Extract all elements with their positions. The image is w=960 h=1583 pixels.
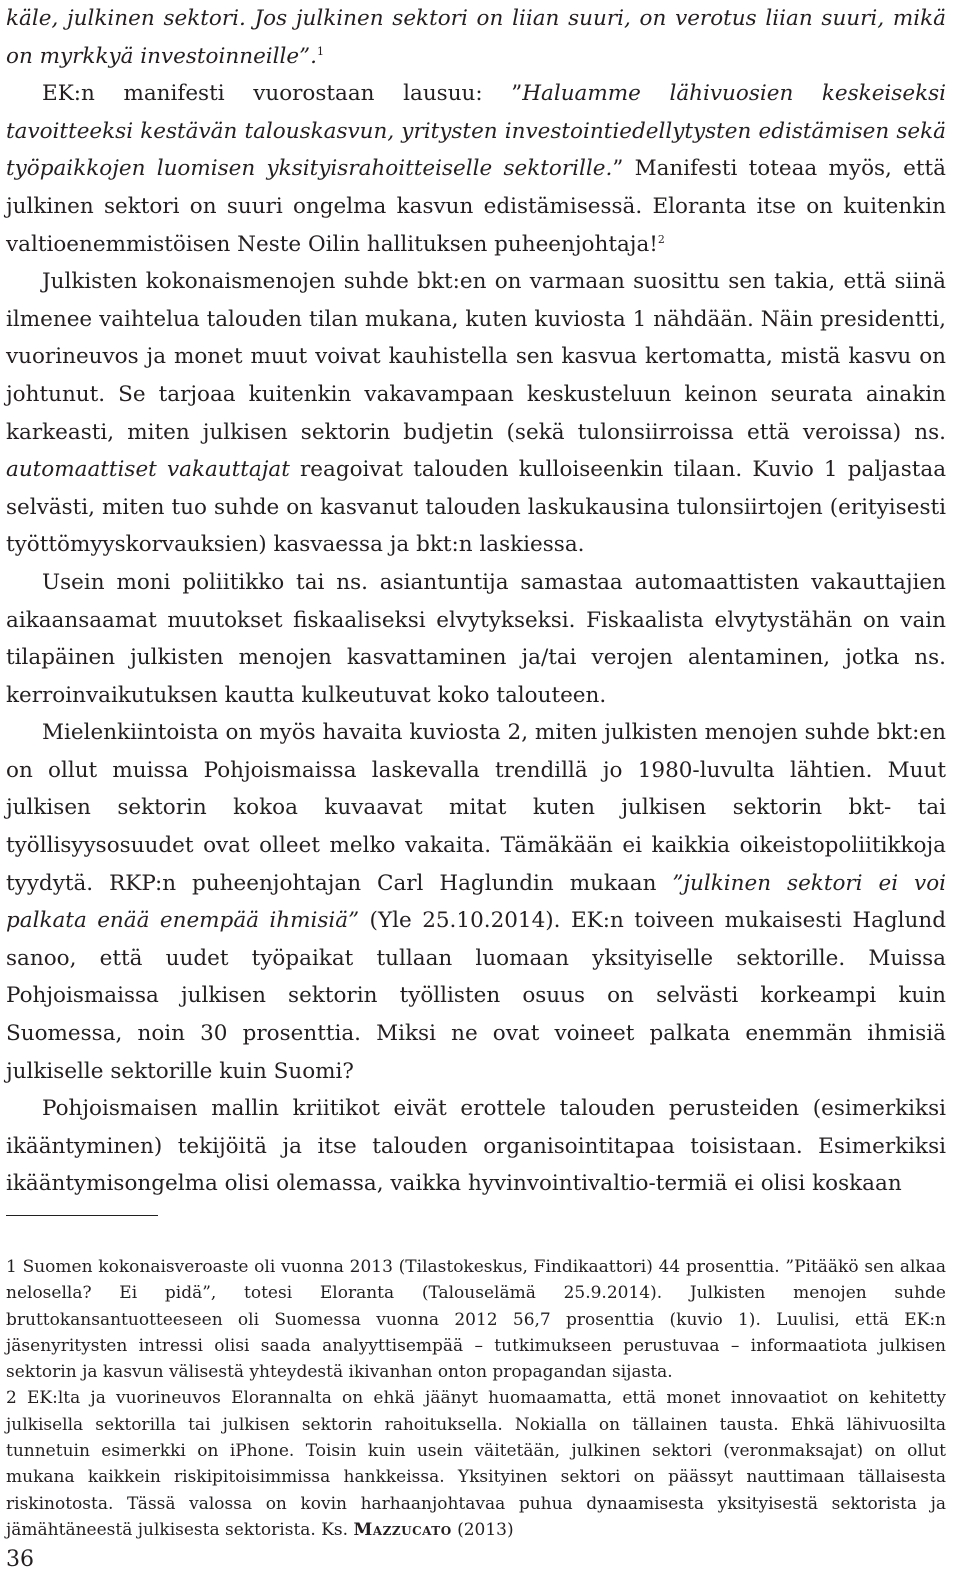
footnotes <box>6 1254 946 1543</box>
footnote-ref-1[interactable]: 1 <box>316 44 324 58</box>
manifesto-quote: Haluamme lähivuosien keskeiseksi tavoitteeksi kestävän talouskasvun, yritysten investointiedellytysten edistämisen sekä työpaikkojen luomisen yksityisrahoitteiselle sektorille. <box>6 81 947 182</box>
citation-author: Mazzucato <box>353 1519 452 1540</box>
quote-italic: käle, julkinen sektori. Jos julkinen sektori on liian suuri, on verotus liian suuri, mikä on myrkkyä investoinneille”. <box>6 6 946 69</box>
footnote-1: 1 Suomen kokonaisveroaste oli vuonna 2013 (Tilastokeskus, Findikaattori) 44 prosenttia. ”Pitääkö sen alkaa nelosella? Ei pidä”, totesi Eloranta (Talouselämä 25.9.2014). Julkisten menojen suhde bruttokansantuotteeseen oli Suomessa vuonna 2012 56,7 prosenttia (kuvio 1). Luulisi, että EK:n jäsenyritysten intressi olisi saada analyyttisempää – tutkimukseen perustuvaa – informaatiota julkisen sektorin ja kasvun välisestä yhteydestä ikivanhan onton propagandan sijasta. <box>6 1257 946 1383</box>
footnote-divider <box>6 1215 158 1216</box>
page-number: 36 <box>6 1547 34 1572</box>
haglund-quote: ”julkinen sektori ei voi palkata enää enempää ihmisiä” <box>6 870 947 934</box>
paragraph-5: Mielenkiintoista on myös havaita kuviosta 2, miten julkisten menojen suhde bkt:en on ollut muissa Pohjoismaissa laskevalla trendillä jo 1980-luvulta lähtien. Muut julkisen sektorin kokoa kuvaavat mitat kuten julkisen sektorin bkt- tai työllisyysosuudet ovat olleet melko vakaita. Tämäkään ei kaikkia oikeistopoliitikkoja tyydytä. RKP:n puheenjohtajan Carl Haglundin mukaan ”julkinen sektori ei voi palkata enää enempää ihmisiä” (Yle 25.10.2014). EK:n toiveen mukaisesti Haglund sanoo, että uudet työpaikat tullaan luomaan yksityiselle sektorille. Muissa Pohjoismaissa julkisen sektorin työllisten osuus on selvästi korkeampi kuin Suomessa, noin 30 prosenttia. Miksi ne ovat voineet palkata enemmän ihmisiä julkiselle sektorille kuin Suomi? <box>6 720 947 1084</box>
paragraph-2: EK:n manifesti vuorostaan lausuu: ”Haluamme lähivuosien keskeiseksi tavoitteeksi kestävän talouskasvun, yritysten investointiedellytysten edistämisen sekä työpaikkojen luomisen yksityisrahoitteiselle sektorille.” Manifesti toteaa myös, että julkinen sektori on suuri ongelma kasvun edistämisessä. Eloranta itse on kuitenkin valtioenemmistöisen Neste Oilin hallituksen puheenjohtaja!$^2$ <box>6 81 947 257</box>
paragraph-6: Pohjoismaisen mallin kriitikot eivät erottele talouden perusteiden (esimerkiksi ikääntyminen) tekijöitä ja itse talouden organisointitapaa toisistaan. Esimerkiksi ikääntymisongelma olisi olemassa, vaikka hyvinvointivaltio-termiä ei olisi koskaan <box>6 1096 946 1197</box>
footnote-ref-2[interactable]: 2 <box>657 232 665 246</box>
main-text <box>6 0 946 1203</box>
paragraph-1 <box>6 0 946 75</box>
paragraph-3: Julkisten kokonaismenojen suhde bkt:en on varmaan suosittu sen takia, että siinä ilmenee vaihtelua talouden tilan mukana, kuten kuviosta 1 nähdään. Näin presidentti, vuorineuvos ja monet muut voivat kauhistella sen kasvua kertomatta, mistä kasvu on johtunut. Se tarjoaa kuitenkin vakavampaan keskusteluun keinon seurata ainakin karkeasti, miten julkisen sektorin budjetin (sekä tulonsiirroissa että veroissa) ns. automaattiset vakauttajat reagoivat talouden kulloiseenkin tilaan. Kuvio 1 paljastaa selvästi, miten tuo suhde on kasvanut talouden laskukausina tulonsiirtojen (erityisesti työttömyyskorvauksien) kasvaessa ja bkt:n laskiessa. <box>6 269 947 558</box>
footnote-2: 2 EK:lta ja vuorineuvos Elorannalta on ehkä jäänyt huomaamatta, että monet innovaatiot on kehitetty julkisella sektorilla tai julkisen sektorin rahoituksella. Nokialla on tällainen tausta. Ehkä lähivuosilta tunnetuin esimerkki on iPhone. Toisin kuin usein väitetään, julkinen sektori (veronmaksajat) on ollut mukana kaikkein riskipitoisimmissa hankkeissa. Yksityinen sektori on päässyt nauttimaan tällaisesta riskinotosta. Tässä valossa on kovin harhaanjohtavaa puhua dynaamisesta yksityisestä sektorista ja jämähtäneestä julkisesta sektorista. Ks. Mazzucato (2013) <box>6 1388 946 1540</box>
term-italic: automaattiset vakauttajat <box>6 457 290 483</box>
paragraph-4: Usein moni poliitikko tai ns. asiantuntija samastaa automaattisten vakauttajien aikaansaamat muutokset fiskaaliseksi elvytykseksi. Fiskaalista elvytystähän on vain tilapäinen julkisten menojen kasvattaminen ja/tai verojen alentaminen, jotka ns. kerroinvaikutuksen kautta kulkeutuvat koko talouteen. <box>6 569 946 708</box>
